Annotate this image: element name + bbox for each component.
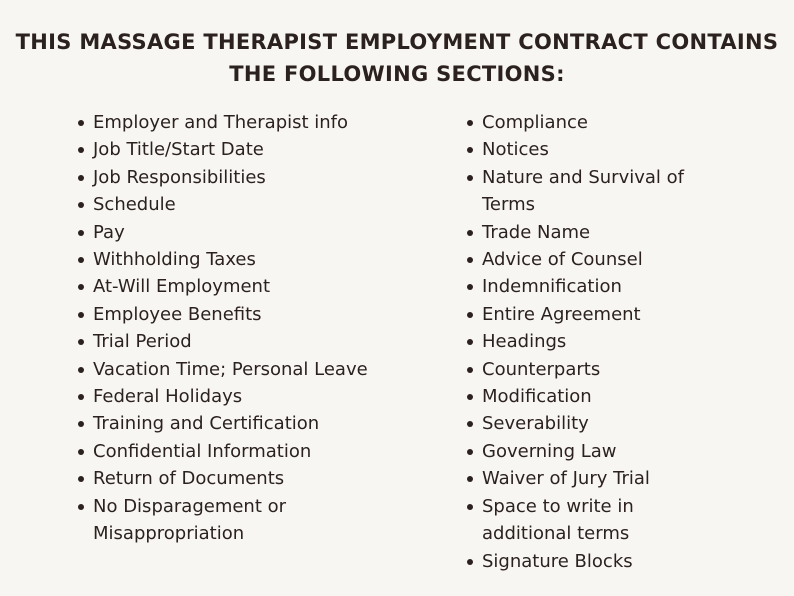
list-item: Job Responsibilities [76, 164, 436, 191]
list-item: Return of Documents [76, 465, 436, 492]
list-item: No Disparagement or Misappropriation [76, 493, 308, 548]
sections-list-right [465, 109, 765, 575]
list-item: Nature and Survival of Terms [465, 164, 707, 219]
list-item: Job Title/Start Date [76, 136, 436, 163]
list-item: Headings [465, 328, 765, 355]
list-item: Notices [465, 136, 765, 163]
list-item: Compliance [465, 109, 765, 136]
list-item: At-Will Employment [76, 273, 436, 300]
list-item: Governing Law [465, 438, 765, 465]
list-item: Signature Blocks [465, 548, 765, 575]
list-item: Space to write in additional terms [465, 493, 652, 548]
list-item: Trial Period [76, 328, 436, 355]
list-item: Pay [76, 219, 436, 246]
list-item: Counterparts [465, 356, 765, 383]
list-item: Vacation Time; Personal Leave [76, 356, 436, 383]
list-item: Entire Agreement [465, 301, 765, 328]
list-item: Federal Holidays [76, 383, 436, 410]
list-item: Confidential Information [76, 438, 436, 465]
list-item: Advice of Counsel [465, 246, 765, 273]
sections-list-left [76, 109, 436, 548]
title-line-1: THIS MASSAGE THERAPIST EMPLOYMENT CONTRACT CONTAINS [15, 30, 779, 54]
list-item: Modification [465, 383, 765, 410]
list-item: Schedule [76, 191, 436, 218]
list-item: Waiver of Jury Trial [465, 465, 765, 492]
list-item: Employer and Therapist info [76, 109, 436, 136]
list-item: Training and Certification [76, 410, 436, 437]
list-item: Employee Benefits [76, 301, 436, 328]
page-title [0, 26, 794, 90]
list-item: Trade Name [465, 219, 765, 246]
list-item: Severability [465, 410, 765, 437]
list-item: Withholding Taxes [76, 246, 436, 273]
list-item: Indemnification [465, 273, 765, 300]
title-line-2: THE FOLLOWING SECTIONS: [229, 62, 565, 86]
